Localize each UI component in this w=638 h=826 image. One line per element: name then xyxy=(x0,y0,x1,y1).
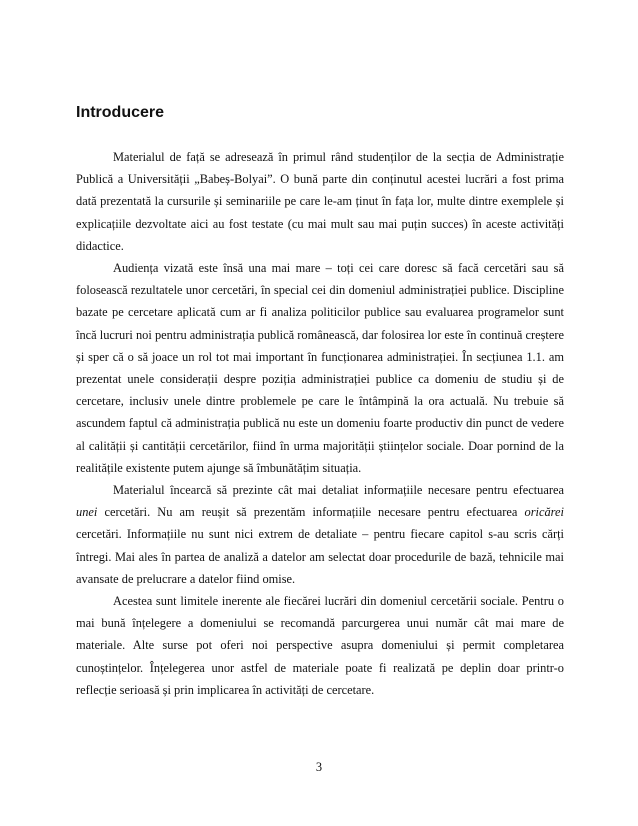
paragraph-2: Audiența vizată este însă una mai mare – toți cei care doresc să facă cercetări sau să folosească rezultatele unor cercetări, în special cei din domeniul administrației publice. Discipline bazate pe cercetare aplicată cum ar fi analiza politicilor publice sau evaluarea programelor sunt încă lucruri noi pentru administrația publică românească, dar folosirea lor este în continuă creștere și sper că o să joace un rol tot mai important în funcționarea administrației. În secțiunea 1.1. am prezentat unele considerații despre poziția administrației publice ca domeniu de studiu și de cercetare, inclusiv unele dintre problemele pe care le întâmpină la ora actuală. Nu trebuie să ascundem faptul că administrația publică nu este un domeniu foarte productiv din punct de vedere al calității și cantității cercetărilor, fiind în urma majorității științelor sociale. Doar pornind de la realitățile existente putem ajunge să îmbunătățim situația. xyxy=(76,261,564,475)
body-text xyxy=(76,146,564,701)
paragraph-3-text-c: cercetări. Informațiile nu sunt nici extrem de detaliate – pentru fiecare capitol s-au scris cărți întregi. Mai ales în partea de analiză a datelor am selectat doar procedurile de bază, tehnicile mai avansate de prelucrare a datelor fiind omise. xyxy=(76,527,564,586)
page-number: 3 xyxy=(315,760,323,774)
paragraph-4: Acestea sunt limitele inerente ale fiecărei lucrări din domeniul cercetării sociale. Pentru o mai bună înțelegere a domeniului se recomandă parcurgerea unui număr cât mai mare de materiale. Alte surse pot oferi noi perspective asupra domeniului și permit completarea cunoștințelor. Înțelegerea unor astfel de materiale poate fi realizată pe deplin doar printr-o reflecție serioasă și prin implicarea în activități de cercetare. xyxy=(76,594,564,697)
paragraph-1: Materialul de față se adresează în primul rând studenților de la secția de Administrație Publică a Universității „Babeș-Bolyai”. O bună parte din conținutul acestei lucrări a fost prima dată prezentată la cursurile și seminariile pe care le-am ținut în fața lor, multe dintre exemplele și explicațiile dezvoltate aici au fost testate (cu mai mult sau mai puțin succes) în aceste activități didactice. xyxy=(76,150,564,253)
paragraph-3 xyxy=(76,479,564,590)
paragraph-3-text-a: Materialul încearcă să prezinte cât mai detaliat informațiile necesare pentru efectuarea xyxy=(113,483,564,498)
paragraph-3-text-b: cercetări. Nu am reușit să prezentăm informațiile necesare pentru efectuarea xyxy=(97,505,525,520)
emphasis-oricarei: oricărei xyxy=(524,505,564,520)
emphasis-unei: unei xyxy=(76,505,98,520)
section-heading: Introducere xyxy=(76,104,165,121)
